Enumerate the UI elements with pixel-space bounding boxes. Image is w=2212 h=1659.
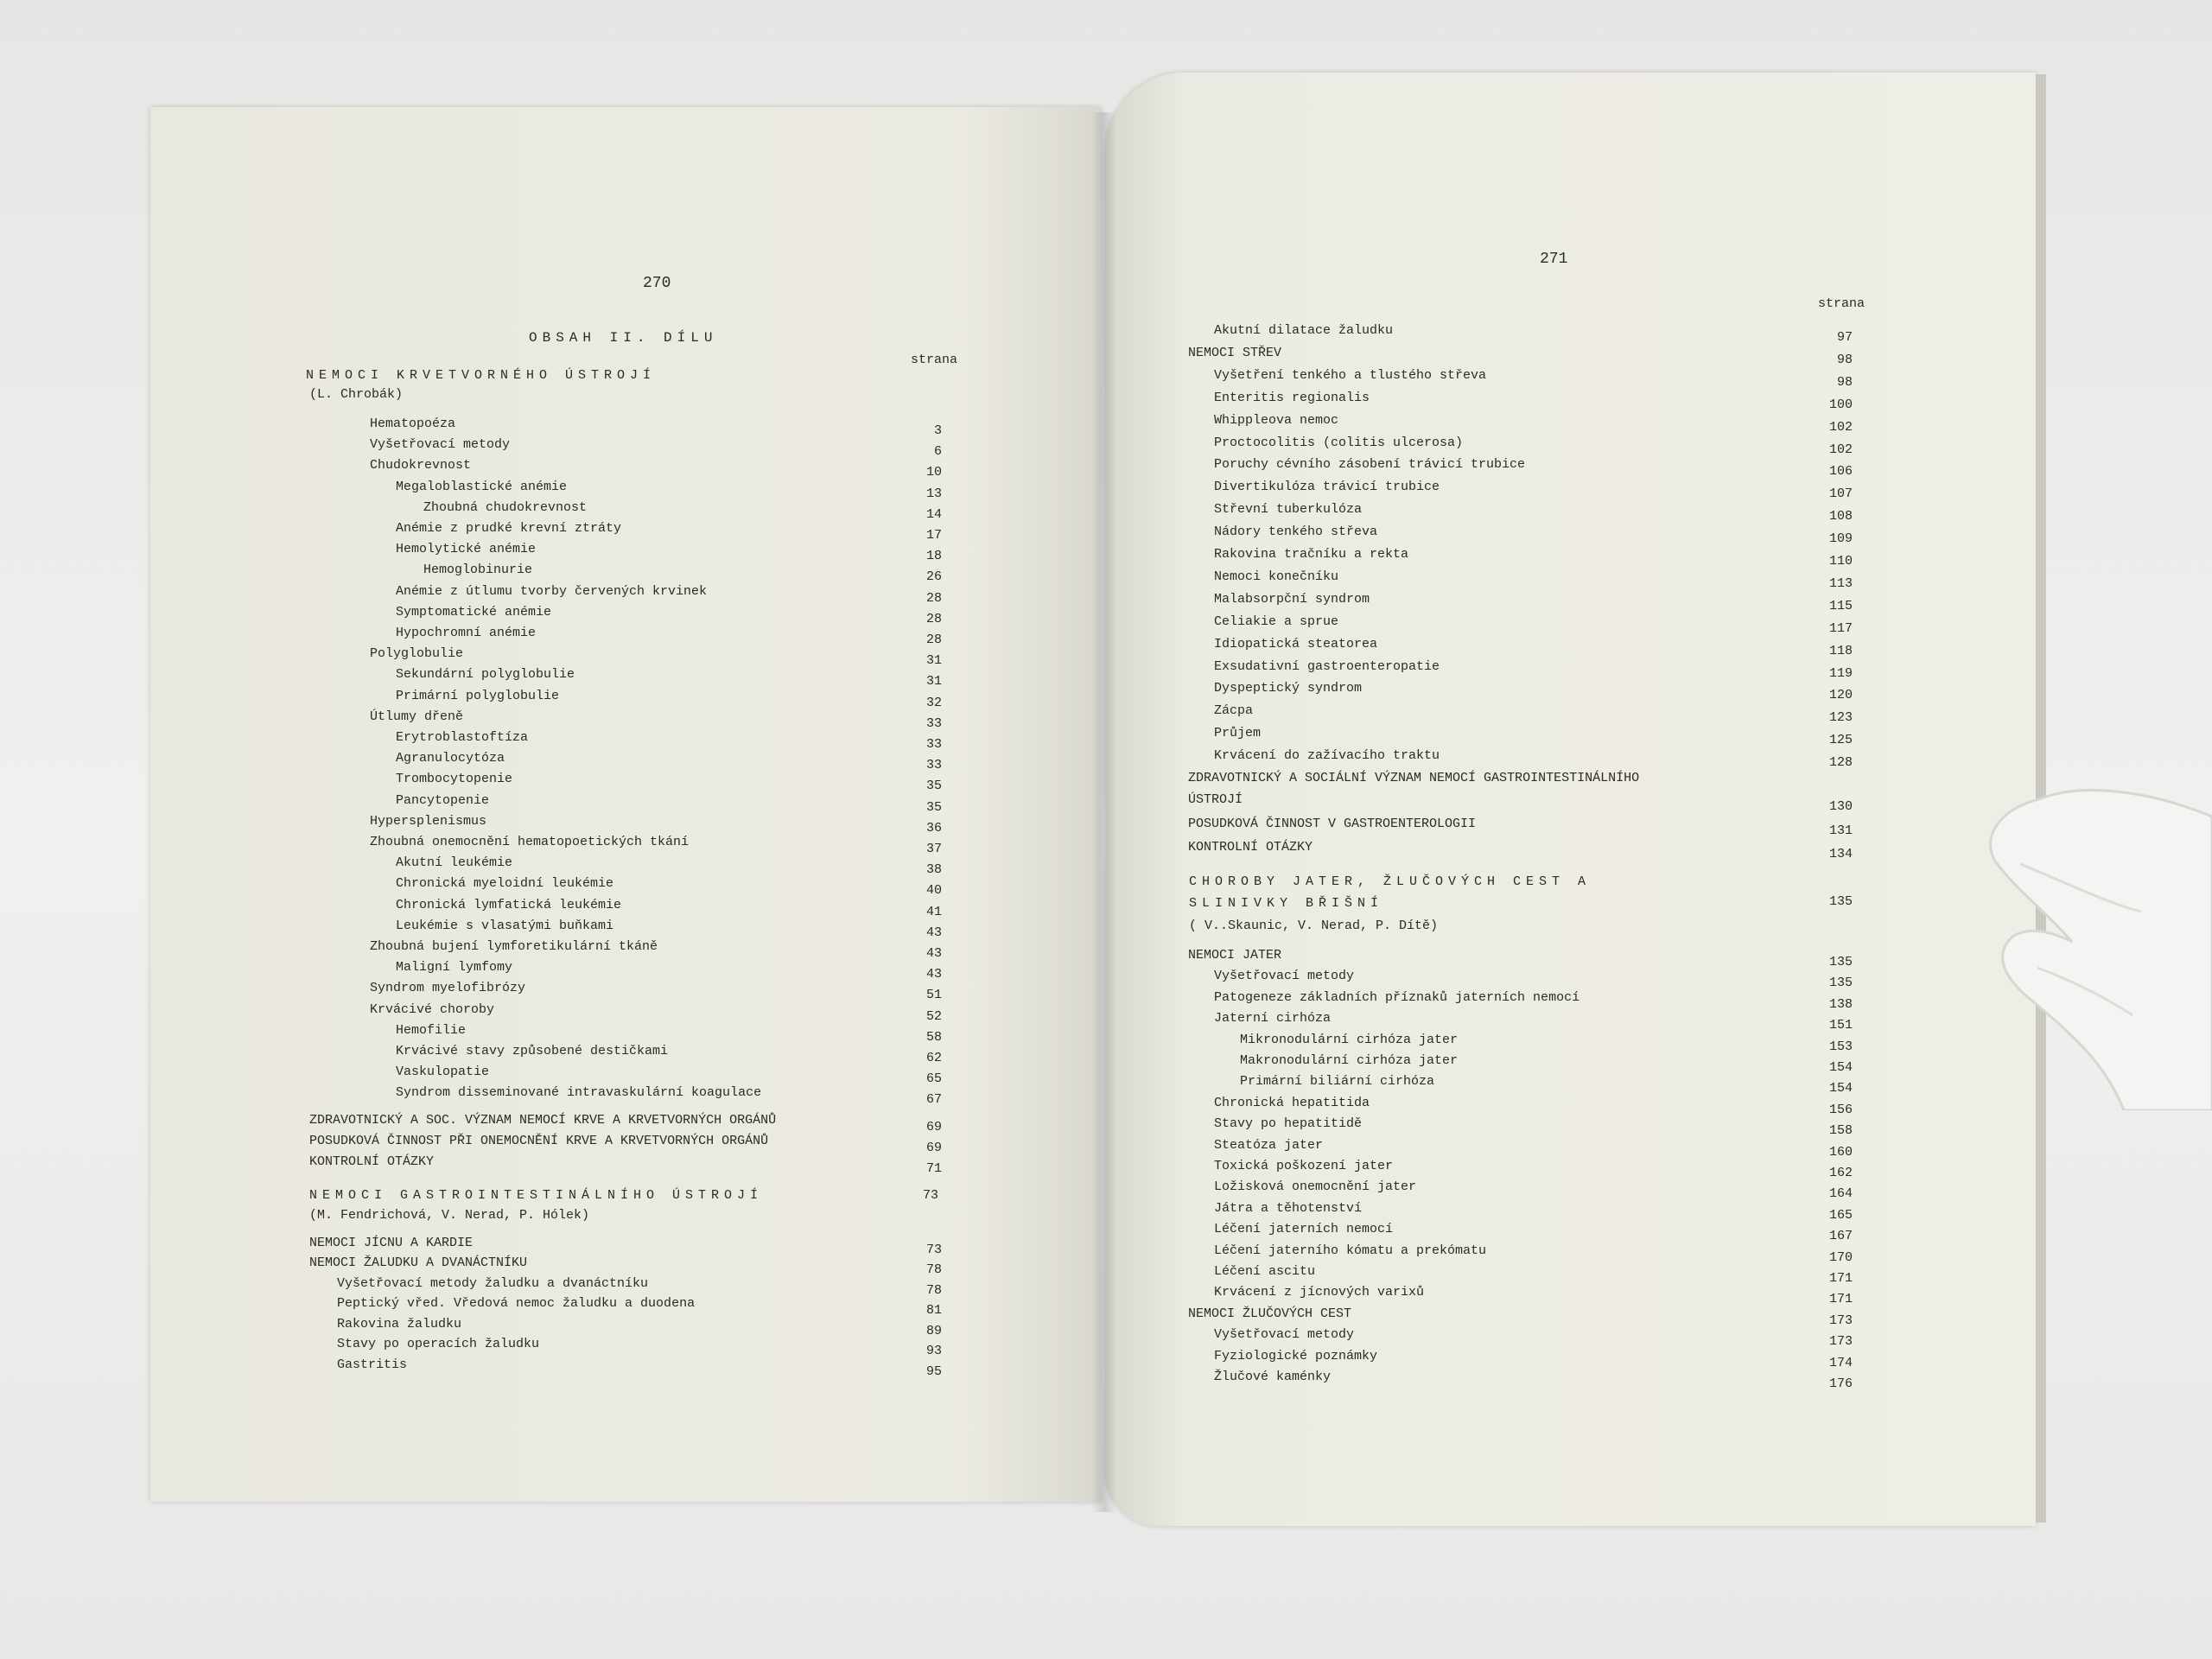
right-entry-41: NEMOCI ŽLUČOVÝCH CEST — [1188, 1306, 1352, 1321]
right-entry-42: Vyšetřovací metody — [1214, 1327, 1355, 1343]
right-entry-page-4: 102 — [1828, 419, 1853, 435]
right-entry-7: Divertikulóza trávicí trubice — [1214, 480, 1440, 495]
right-entry-page-28: 153 — [1828, 1039, 1853, 1054]
right-entry-23: KONTROLNÍ OTÁZKY — [1188, 840, 1313, 855]
right-entry-12: Malabsorpční syndrom — [1214, 591, 1370, 607]
left-entry-page-12: 31 — [925, 674, 942, 690]
right-entry-36: Játra a těhotenství — [1214, 1200, 1363, 1216]
left-entry-2: Chudokrevnost — [370, 458, 472, 474]
right-entry-page-5: 102 — [1828, 442, 1853, 457]
section-title-liver-1: CHOROBY JATER, ŽLUČOVÝCH CEST A — [1189, 874, 1592, 889]
right-entry-35: Ložisková onemocnění jater — [1214, 1179, 1417, 1195]
left-entry-page-38: 78 — [925, 1283, 942, 1298]
right-entry-13: Celiakie a sprue — [1214, 613, 1339, 629]
section-authors-liver: ( V..Skaunic, V. Nerad, P. Dítě) — [1189, 918, 1439, 933]
right-entry-33: Steatóza jater — [1214, 1137, 1324, 1153]
right-entry-page-25: 135 — [1828, 976, 1853, 991]
right-entry-15: Exsudativní gastroenteropatie — [1214, 658, 1440, 674]
right-entry-page-21: 130 — [1828, 799, 1853, 814]
right-entry-31: Chronická hepatitida — [1214, 1095, 1370, 1110]
left-entry-page-34: 69 — [925, 1141, 942, 1155]
left-entry-37: NEMOCI ŽALUDKU A DVANÁCTNÍKU — [309, 1255, 528, 1270]
left-entry-page-10: 28 — [925, 632, 942, 647]
left-entry-page-7: 26 — [925, 569, 942, 585]
right-page-number: 271 — [1540, 251, 1568, 268]
right-entry-page-37: 167 — [1828, 1229, 1853, 1244]
left-entry-page-29: 58 — [925, 1029, 942, 1045]
right-entry-page-29: 154 — [1828, 1060, 1853, 1075]
left-entry-page-15: 33 — [925, 737, 942, 752]
right-entry-page-36: 165 — [1828, 1207, 1853, 1223]
left-entry-41: Stavy po operacích žaludku — [337, 1337, 540, 1351]
right-entry-4: Whippleova nemoc — [1214, 412, 1339, 428]
left-entry-page-37: 78 — [925, 1262, 942, 1277]
left-entry-page-23: 41 — [925, 904, 942, 919]
left-entry-page-8: 28 — [925, 590, 942, 606]
right-entry-page-11: 113 — [1828, 575, 1853, 591]
right-entry-44: Žlučové kaménky — [1214, 1370, 1332, 1384]
right-entry-9: Nádory tenkého střeva — [1214, 524, 1378, 540]
left-entry-page-39: 81 — [925, 1303, 942, 1318]
left-entry-15: Erytroblastoftíza — [396, 730, 529, 745]
left-entry-page-18: 35 — [925, 799, 942, 815]
left-entry-page-30: 62 — [925, 1051, 942, 1065]
right-entry-page-30: 154 — [1828, 1081, 1853, 1096]
right-entry-3: Enteritis regionalis — [1214, 390, 1370, 405]
section-title-gastro: NEMOCI GASTROINTESTINÁLNÍHO ÚSTROJÍ — [309, 1188, 764, 1203]
right-entry-page-12: 115 — [1828, 598, 1853, 613]
left-entry-30: Krvácivé stavy způsobené destičkami — [396, 1044, 669, 1058]
right-entry-page-35: 164 — [1828, 1186, 1853, 1202]
left-entry-page-2: 10 — [925, 465, 942, 480]
left-entry-36: NEMOCI JÍCNU A KARDIE — [309, 1236, 474, 1250]
right-entry-28: Mikronodulární cirhóza jater — [1240, 1032, 1459, 1047]
left-entry-page-14: 33 — [925, 715, 942, 731]
right-entry-page-14: 118 — [1828, 643, 1853, 658]
right-entry-page-39: 171 — [1828, 1271, 1853, 1286]
left-entry-42: Gastritis — [337, 1357, 408, 1372]
left-entry-page-11: 31 — [925, 653, 942, 669]
right-entry-page-40: 171 — [1828, 1292, 1853, 1307]
left-page — [150, 107, 1101, 1502]
left-entry-page-25: 43 — [925, 946, 942, 961]
right-entry-page-43: 174 — [1828, 1355, 1853, 1370]
section-authors-blood: (L. Chrobák) — [309, 387, 404, 402]
section-page-gastro: 73 — [922, 1188, 938, 1203]
right-entry-38: Léčení jaterního kómatu a prekómatu — [1214, 1243, 1487, 1258]
left-entry-5: Anémie z prudké krevní ztráty — [396, 521, 622, 536]
right-entry-16: Dyspeptický syndrom — [1214, 681, 1363, 696]
left-entry-38: Vyšetřovací metody žaludku a dvanáctníku — [337, 1276, 649, 1291]
left-entry-page-4: 14 — [925, 506, 942, 522]
left-entry-4: Zhoubná chudokrevnost — [423, 499, 588, 515]
left-entry-28: Krvácivé choroby — [370, 1001, 495, 1017]
right-entry-22: POSUDKOVÁ ČINNOST V GASTROENTEROLOGII — [1188, 817, 1477, 831]
section-page-liver: 135 — [1828, 894, 1853, 909]
right-entry-page-22: 131 — [1828, 823, 1853, 838]
left-entry-page-5: 17 — [925, 528, 942, 543]
right-entry-5: Proctocolitis (colitis ulcerosa) — [1214, 435, 1464, 450]
right-entry-page-19: 128 — [1828, 755, 1853, 771]
right-entry-8: Střevní tuberkulóza — [1214, 502, 1363, 518]
right-entry-30: Primární biliární cirhóza — [1240, 1074, 1435, 1090]
contents-title: OBSAH II. DÍLU — [529, 330, 718, 346]
left-entry-page-13: 32 — [925, 695, 942, 710]
left-entry-page-31: 65 — [925, 1071, 942, 1087]
left-entry-page-21: 38 — [925, 862, 942, 878]
left-entry-page-17: 35 — [925, 779, 942, 794]
left-entry-page-20: 37 — [925, 842, 942, 856]
right-entry-page-7: 107 — [1828, 486, 1853, 502]
left-entry-page-28: 52 — [925, 1008, 942, 1024]
right-entry-0: Akutní dilatace žaludku — [1214, 323, 1394, 338]
left-entry-page-6: 18 — [925, 549, 942, 564]
right-entry-page-0: 97 — [1836, 330, 1853, 345]
right-entry-page-3: 100 — [1828, 397, 1853, 412]
left-strana-header: strana — [911, 353, 958, 367]
left-entry-24: Leukémie s vlasatými buňkami — [396, 918, 614, 933]
right-entry-29: Makronodulární cirhóza jater — [1240, 1053, 1459, 1068]
left-entry-page-35: 71 — [925, 1161, 942, 1176]
left-entry-16: Agranulocytóza — [396, 751, 505, 766]
right-entry-10: Rakovina tračníku a rekta — [1214, 547, 1409, 562]
right-entry-40: Krvácení z jícnových varixů — [1214, 1285, 1425, 1300]
right-entry-page-44: 176 — [1828, 1376, 1853, 1391]
right-entry-page-41: 173 — [1828, 1313, 1853, 1328]
right-entry-18: Průjem — [1214, 726, 1262, 741]
right-entry-19: Krvácení do zažívacího traktu — [1214, 748, 1440, 764]
left-entry-23: Chronická lymfatická leukémie — [396, 897, 622, 912]
right-entry-20: ZDRAVOTNICKÝ A SOCIÁLNÍ VÝZNAM NEMOCÍ GASTROINTESTINÁLNÍHO — [1188, 771, 1640, 785]
right-entry-1: NEMOCI STŘEV — [1188, 345, 1282, 360]
left-entry-page-0: 3 — [933, 423, 942, 438]
left-entry-page-27: 51 — [925, 988, 942, 1003]
left-entry-page-22: 40 — [925, 883, 942, 899]
left-entry-page-41: 93 — [925, 1344, 942, 1358]
left-entry-14: Útlumy dřeně — [370, 709, 464, 724]
left-entry-19: Hypersplenismus — [370, 813, 487, 829]
left-entry-18: Pancytopenie — [396, 792, 490, 808]
right-entry-26: Patogeneze základních příznaků jaterních nemocí — [1214, 989, 1580, 1005]
right-entry-page-24: 135 — [1828, 955, 1853, 969]
left-entry-0: Hematopoéza — [370, 416, 456, 431]
left-entry-page-1: 6 — [933, 444, 942, 460]
gloved-hand — [1977, 782, 2212, 1110]
left-entry-page-40: 89 — [925, 1324, 942, 1338]
right-entry-page-31: 156 — [1828, 1102, 1853, 1117]
right-entry-14: Idiopatická steatorea — [1214, 636, 1378, 652]
left-entry-27: Syndrom myelofibrózy — [370, 981, 526, 996]
right-entry-11: Nemoci konečníku — [1214, 569, 1339, 584]
right-entry-page-42: 173 — [1828, 1334, 1853, 1350]
right-entry-page-8: 108 — [1828, 509, 1853, 524]
left-entry-40: Rakovina žaludku — [337, 1317, 462, 1332]
right-entry-page-6: 106 — [1828, 464, 1853, 480]
right-entry-page-15: 119 — [1828, 665, 1853, 681]
left-entry-page-19: 36 — [925, 820, 942, 836]
right-entry-page-16: 120 — [1828, 688, 1853, 703]
right-entry-page-26: 138 — [1828, 996, 1853, 1012]
right-entry-37: Léčení jaterních nemocí — [1214, 1222, 1394, 1237]
left-entry-page-16: 33 — [925, 758, 942, 773]
right-entry-page-34: 162 — [1828, 1166, 1853, 1180]
right-entry-32: Stavy po hepatitidě — [1214, 1116, 1363, 1132]
left-entry-26: Maligní lymfomy — [396, 960, 513, 976]
right-entry-24: NEMOCI JATER — [1188, 948, 1282, 963]
left-entry-32: Syndrom disseminované intravaskulární koagulace — [396, 1085, 762, 1101]
left-entry-17: Trombocytopenie — [396, 772, 513, 787]
section-title-blood: NEMOCI KRVETVORNÉHO ÚSTROJÍ — [306, 368, 657, 383]
right-entry-page-33: 160 — [1828, 1144, 1853, 1160]
left-entry-3: Megaloblastické anémie — [396, 479, 568, 494]
left-entry-page-9: 28 — [925, 611, 942, 626]
right-entry-page-10: 110 — [1828, 554, 1853, 569]
left-entry-page-3: 13 — [925, 486, 942, 501]
right-entry-34: Toxická poškození jater — [1214, 1159, 1394, 1173]
left-entry-page-24: 43 — [925, 925, 942, 940]
left-entry-21: Akutní leukémie — [396, 855, 513, 871]
left-entry-31: Vaskulopatie — [396, 1065, 490, 1080]
right-entry-page-27: 151 — [1828, 1018, 1853, 1033]
left-entry-page-33: 69 — [925, 1120, 942, 1135]
right-entry-page-38: 170 — [1828, 1249, 1853, 1265]
left-entry-9: Symptomatické anémie — [396, 604, 552, 620]
right-entry-page-9: 109 — [1828, 531, 1853, 547]
right-entry-39: Léčení ascitu — [1214, 1264, 1316, 1279]
right-entry-6: Poruchy cévního zásobení trávicí trubice — [1214, 457, 1526, 473]
right-entry-25: Vyšetřovací metody — [1214, 969, 1355, 984]
left-entry-1: Vyšetřovací metody — [370, 437, 511, 453]
left-entry-29: Hemofilie — [396, 1022, 467, 1038]
right-strana-header: strana — [1818, 296, 1866, 311]
left-entry-page-32: 67 — [925, 1092, 942, 1108]
right-entry-page-2: 98 — [1836, 374, 1853, 390]
right-entry-page-13: 117 — [1828, 620, 1853, 636]
left-entry-7: Hemoglobinurie — [423, 563, 533, 578]
right-entry-2: Vyšetření tenkého a tlustého střeva — [1214, 367, 1487, 383]
right-entry-page-18: 125 — [1828, 733, 1853, 748]
right-entry-page-1: 98 — [1836, 352, 1853, 367]
right-entry-page-17: 123 — [1828, 710, 1853, 726]
left-entry-35: KONTROLNÍ OTÁZKY — [309, 1154, 435, 1169]
right-entry-page-32: 158 — [1828, 1123, 1853, 1139]
left-entry-11: Polyglobulie — [370, 646, 464, 662]
left-entry-20: Zhoubná onemocnění hematopoetických tkání — [370, 835, 690, 849]
left-entry-10: Hypochromní anémie — [396, 626, 537, 640]
right-entry-27: Jaterní cirhóza — [1214, 1011, 1332, 1027]
left-entry-22: Chronická myeloidní leukémie — [396, 876, 614, 892]
left-entry-34: POSUDKOVÁ ČINNOST PŘI ONEMOCNĚNÍ KRVE A KRVETVORNÝCH ORGÁNŮ — [309, 1134, 769, 1148]
section-authors-gastro: (M. Fendrichová, V. Nerad, P. Hólek) — [309, 1208, 590, 1223]
right-entry-17: Zácpa — [1214, 703, 1254, 719]
left-entry-6: Hemolytické anémie — [396, 542, 537, 557]
left-entry-page-36: 73 — [925, 1243, 942, 1257]
right-entry-page-23: 134 — [1828, 847, 1853, 861]
section-title-liver-2: SLINIVKY BŘIŠNÍ — [1189, 896, 1384, 911]
left-entry-12: Sekundární polyglobulie — [396, 667, 575, 683]
right-entry-43: Fyziologické poznámky — [1214, 1348, 1378, 1363]
left-entry-page-26: 43 — [925, 967, 942, 982]
left-page-number: 270 — [643, 275, 671, 292]
left-entry-25: Zhoubná bujení lymforetikulární tkáně — [370, 939, 658, 954]
left-entry-39: Peptický vřed. Vředová nemoc žaludku a duodena — [337, 1296, 696, 1311]
left-entry-page-42: 95 — [925, 1364, 942, 1379]
book-gutter — [1090, 112, 1116, 1512]
right-entry-21: ÚSTROJÍ — [1188, 792, 1243, 807]
left-entry-33: ZDRAVOTNICKÝ A SOC. VÝZNAM NEMOCÍ KRVE A KRVETVORNÝCH ORGÁNŮ — [309, 1113, 777, 1128]
left-entry-8: Anémie z útlumu tvorby červených krvinek — [396, 583, 708, 599]
left-entry-13: Primární polyglobulie — [396, 688, 560, 703]
